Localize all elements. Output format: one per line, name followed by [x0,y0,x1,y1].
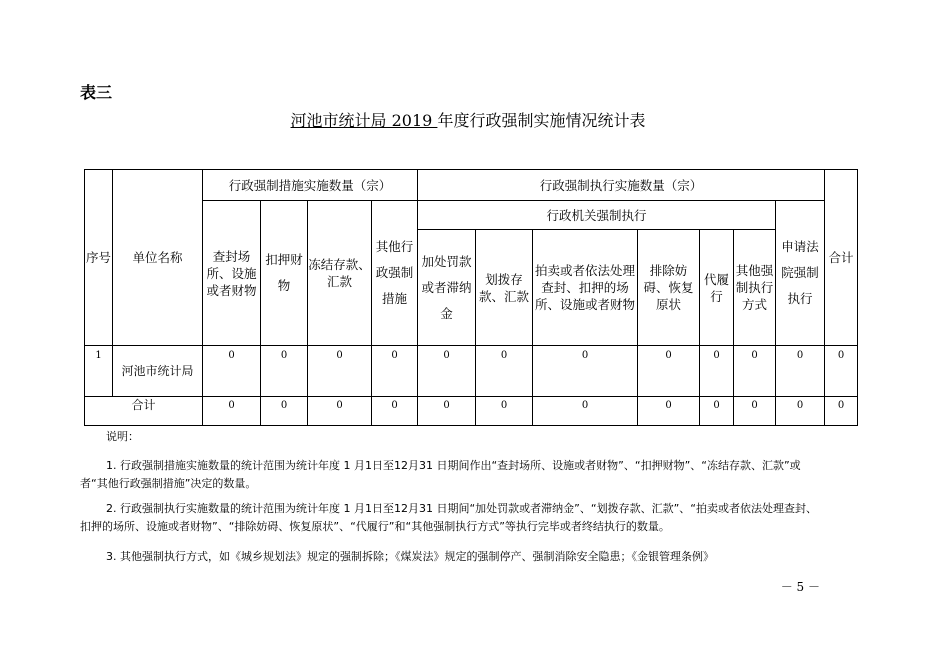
sum-value: 0 [700,397,734,426]
enforcement-stats-table [84,169,858,426]
header-seal-facilities: 查封场所、设施或者财物 [203,201,261,346]
notes-heading: 说明： [106,430,139,443]
header-seize-property: 扣押财物 [261,201,308,346]
header-freeze-deposits: 冻结存款、汇款 [308,201,372,346]
sum-value: 0 [372,397,418,426]
row-value: 0 [734,346,776,397]
header-execution-group: 行政强制执行实施数量（宗） [418,170,825,201]
header-substitute-performance: 代履行 [700,230,734,346]
note-1-text: 1. 行政强制措施实施数量的统计范围为统计年度 1 月1日至12月31 日期间作出“查封场所、设施或者财物”、“扣押财物”、“冻结存款、汇款”或者“其他行政强制措施”决定的数量。 [80,459,801,490]
sum-value: 0 [261,397,308,426]
header-unit-name: 单位名称 [113,170,203,346]
header-agency-execution-group: 行政机关强制执行 [418,201,776,230]
header-court-execution: 申请法院强制执行 [776,201,825,346]
sum-value: 0 [734,397,776,426]
row-unit-name: 河池市统计局 [113,346,203,397]
row-value: 0 [638,346,700,397]
header-fines-late-fees: 加处罚款或者滞纳金 [418,230,476,346]
row-value: 0 [372,346,418,397]
row-seq: 1 [85,346,113,397]
header-seq: 序号 [85,170,113,346]
row-value: 0 [776,346,825,397]
header-auction-property: 拍卖或者依法处理查封、扣押的场所、设施或者财物 [533,230,638,346]
sum-value: 0 [203,397,261,426]
sum-value: 0 [638,397,700,426]
header-total: 合计 [825,170,858,346]
table-row [85,346,858,397]
header-other-execution: 其他强制执行方式 [734,230,776,346]
sum-value: 0 [533,397,638,426]
row-value: 0 [418,346,476,397]
sum-row-label: 合计 [85,397,203,426]
row-value: 0 [533,346,638,397]
sum-value: 0 [776,397,825,426]
sum-value: 0 [308,397,372,426]
note-1 [80,457,826,493]
title-underlined: 河池市统计局 2019 [290,111,438,130]
note-3 [80,548,826,566]
sum-value: 0 [825,397,858,426]
row-value: 0 [261,346,308,397]
row-value: 0 [825,346,858,397]
title-rest: 年度行政强制实施情况统计表 [437,111,646,130]
document-title [0,108,936,131]
row-value: 0 [203,346,261,397]
row-value: 0 [700,346,734,397]
sum-row [85,397,858,426]
note-2 [80,500,826,536]
note-2-text: 2. 行政强制执行实施数量的统计范围为统计年度 1 月1日至12月31 日期间“加处罚款或者滞纳金”、“划拨存款、汇款”、“拍卖或者依法处理查封、扣押的场所、设施或者财物”、“排除妨碍、恢复原状”、“代履行”和“其他强制执行方式”等执行完毕或者终结执行的数量。 [80,502,817,533]
header-remove-obstruction: 排除妨碍、恢复原状 [638,230,700,346]
row-value: 0 [476,346,533,397]
table-label: 表三 [80,83,113,102]
note-3-text: 3. 其他强制执行方式，如《城乡规划法》规定的强制拆除；《煤炭法》规定的强制停产、强制消除安全隐患；《金银管理条例》 [106,550,714,563]
header-other-measures: 其他行政强制措施 [372,201,418,346]
header-transfer-deposits: 划拨存款、汇款 [476,230,533,346]
page-number: － 5 － [780,580,820,594]
sum-value: 0 [418,397,476,426]
row-value: 0 [308,346,372,397]
sum-value: 0 [476,397,533,426]
header-measures-group: 行政强制措施实施数量（宗） [203,170,418,201]
